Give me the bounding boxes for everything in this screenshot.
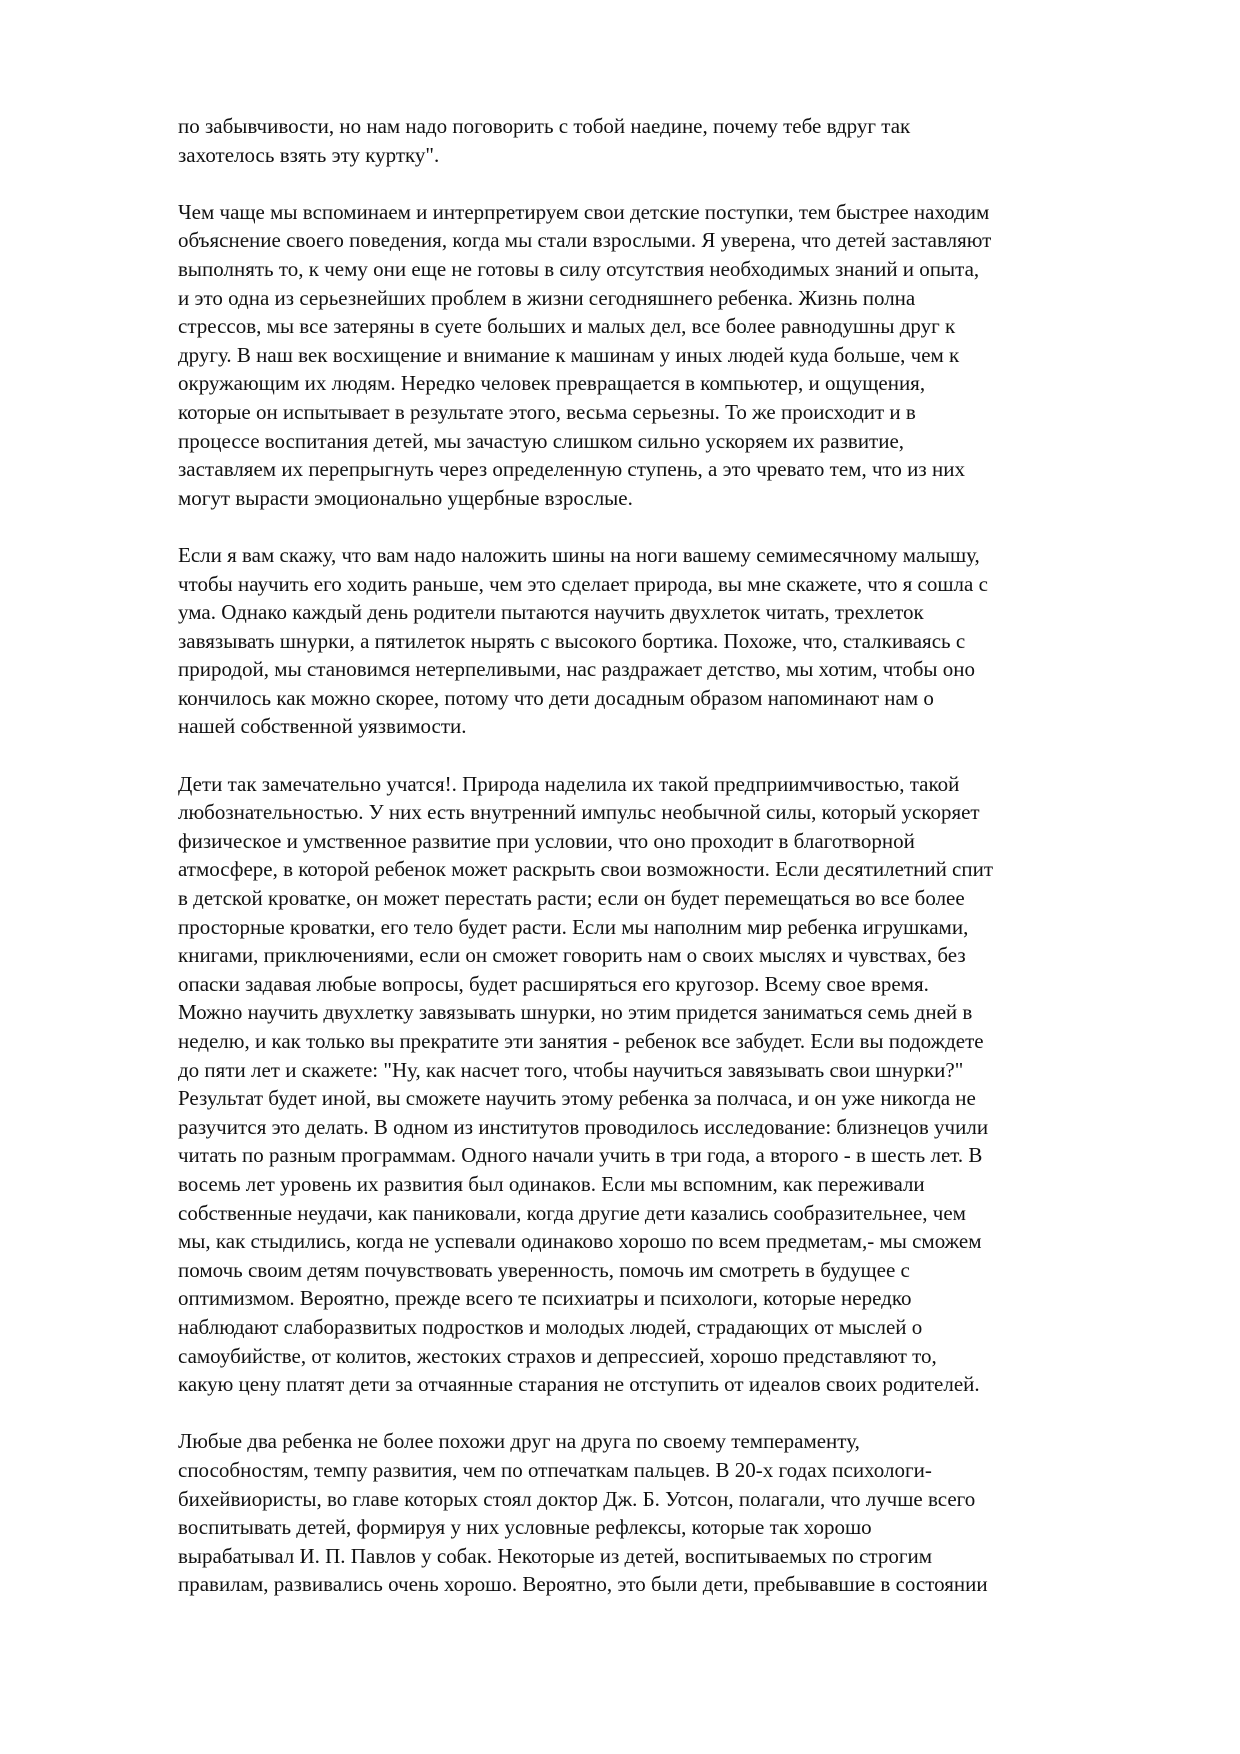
paragraph (178, 1427, 1158, 1599)
text-line: Результат будет иной, вы сможете научить этому ребенка за полчаса, и он уже никогда не (178, 1086, 976, 1111)
text-line: опаски задавая любые вопросы, будет расширяться его кругозор. Всему свое время. (178, 971, 929, 996)
text-line: ума. Однако каждый день родители пытаются научить двухлеток читать, трехлеток (178, 600, 924, 625)
text-line: наблюдают слаборазвитых подростков и молодых людей, страдающих от мыслей о (178, 1314, 923, 1339)
text-line: Если я вам скажу, что вам надо наложить шины на ноги вашему семимесячному малышу, (178, 542, 980, 567)
text-line: Любые два ребенка не более похожи друг на друга по своему темпераменту, (178, 1429, 860, 1454)
paragraph (178, 198, 1158, 513)
text-line: физическое и умственное развитие при условии, что оно проходит в благотворной (178, 828, 915, 853)
text-line: вырабатывал И. П. Павлов у собак. Некоторые из детей, воспитываемых по строгим (178, 1543, 932, 1568)
text-line: восемь лет уровень их развития был одинаков. Если мы вспомним, как переживали (178, 1171, 925, 1196)
text-line: Чем чаще мы вспоминаем и интерпретируем свои детские поступки, тем быстрее находим (178, 199, 990, 224)
text-line: разучится это делать. В одном из институтов проводилось исследование: близнецов учили (178, 1114, 989, 1139)
text-line: просторные кроватки, его тело будет расти. Если мы наполним мир ребенка игрушками, (178, 914, 969, 939)
text-line: нашей собственной уязвимости. (178, 714, 467, 739)
paragraph (178, 770, 1158, 1399)
text-line: Можно научить двухлетку завязывать шнурки, но этим придется заниматься семь дней в (178, 1000, 973, 1025)
text-line: окружающим их людям. Нередко человек превращается в компьютер, и ощущения, (178, 371, 926, 396)
text-line: процессе воспитания детей, мы зачастую слишком сильно ускоряем их развитие, (178, 428, 905, 453)
text-line: книгами, приключениями, если он сможет говорить нам о своих мыслях и чувствах, без (178, 943, 966, 968)
text-line: кончилось как можно скорее, потому что дети досадным образом напоминают нам о (178, 685, 934, 710)
text-line: мы, как стыдились, когда не успевали одинаково хорошо по всем предметам,- мы сможем (178, 1229, 982, 1254)
document-body (178, 112, 1158, 1599)
text-line: и это одна из серьезнейших проблем в жизни сегодняшнего ребенка. Жизнь полна (178, 285, 916, 310)
text-line: в детской кроватке, он может перестать расти; если он будет перемещаться во все более (178, 886, 965, 911)
text-line: собственные неудачи, как паниковали, когда другие дети казались сообразительнее, чем (178, 1200, 966, 1225)
text-line: до пяти лет и скажете: "Ну, как насчет того, чтобы научиться завязывать свои шнурки?" (178, 1057, 964, 1082)
text-line: правилам, развивались очень хорошо. Вероятно, это были дети, пребывавшие в состоянии (178, 1572, 988, 1597)
text-line: чтобы научить его ходить раньше, чем это сделает природа, вы мне скажете, что я сошла с (178, 571, 988, 596)
text-line: Дети так замечательно учатся!. Природа наделила их такой предприимчивостью, такой (178, 771, 960, 796)
text-line: способностям, темпу развития, чем по отпечаткам пальцев. В 20-х годах психологи- (178, 1457, 932, 1482)
text-line: помочь своим детям почувствовать уверенность, помочь им смотреть в будущее с (178, 1257, 910, 1282)
text-line: по забывчивости, но нам надо поговорить с тобой наедине, почему тебе вдруг так (178, 114, 911, 138)
text-line: заставляем их перепрыгнуть через определенную ступень, а это чревато тем, что из них (178, 457, 965, 482)
text-line: воспитывать детей, формируя у них условные рефлексы, которые так хорошо (178, 1515, 872, 1540)
text-line: природой, мы становимся нетерпеливыми, нас раздражает детство, мы хотим, чтобы оно (178, 657, 975, 682)
text-line: которые он испытывает в результате этого, весьма серьезны. То же происходит и в (178, 399, 916, 424)
text-line: стрессов, мы все затеряны в суете больших и малых дел, все более равнодушны друг к (178, 314, 956, 339)
text-line: другу. В наш век восхищение и внимание к машинам у иных людей куда больше, чем к (178, 342, 960, 367)
text-line: объяснение своего поведения, когда мы стали взрослыми. Я уверена, что детей заставляют (178, 228, 992, 253)
text-line: атмосфере, в которой ребенок может раскрыть свои возможности. Если десятилетний спит (178, 857, 994, 882)
text-line: оптимизмом. Вероятно, прежде всего те психиатры и психологи, которые нередко (178, 1286, 912, 1311)
text-line: неделю, и как только вы прекратите эти занятия - ребенок все забудет. Если вы подождете (178, 1029, 984, 1053)
text-line: самоубийстве, от колитов, жестоких страхов и депрессией, хорошо представляют то, (178, 1343, 937, 1368)
text-line: какую цену платят дети за отчаянные старания не отступить от идеалов своих родителей. (178, 1372, 980, 1397)
paragraph (178, 112, 1158, 169)
paragraph (178, 541, 1158, 741)
text-line: читать по разным программам. Одного начали учить в три года, а второго - в шесть лет. В (178, 1143, 983, 1168)
text-line: могут вырасти эмоционально ущербные взрослые. (178, 485, 633, 510)
text-line: захотелось взять эту куртку". (178, 142, 440, 167)
text-line: любознательностью. У них есть внутренний импульс необычной силы, который ускоряет (178, 800, 980, 825)
text-line: выполнять то, к чему они еще не готовы в силу отсутствия необходимых знаний и опыта, (178, 256, 980, 281)
text-line: завязывать шнурки, а пятилеток нырять с высокого бортика. Похоже, что, сталкиваясь с (178, 628, 966, 653)
text-line: бихейвиористы, во главе которых стоял доктор Дж. Б. Уотсон, полагали, что лучше всего (178, 1486, 976, 1511)
